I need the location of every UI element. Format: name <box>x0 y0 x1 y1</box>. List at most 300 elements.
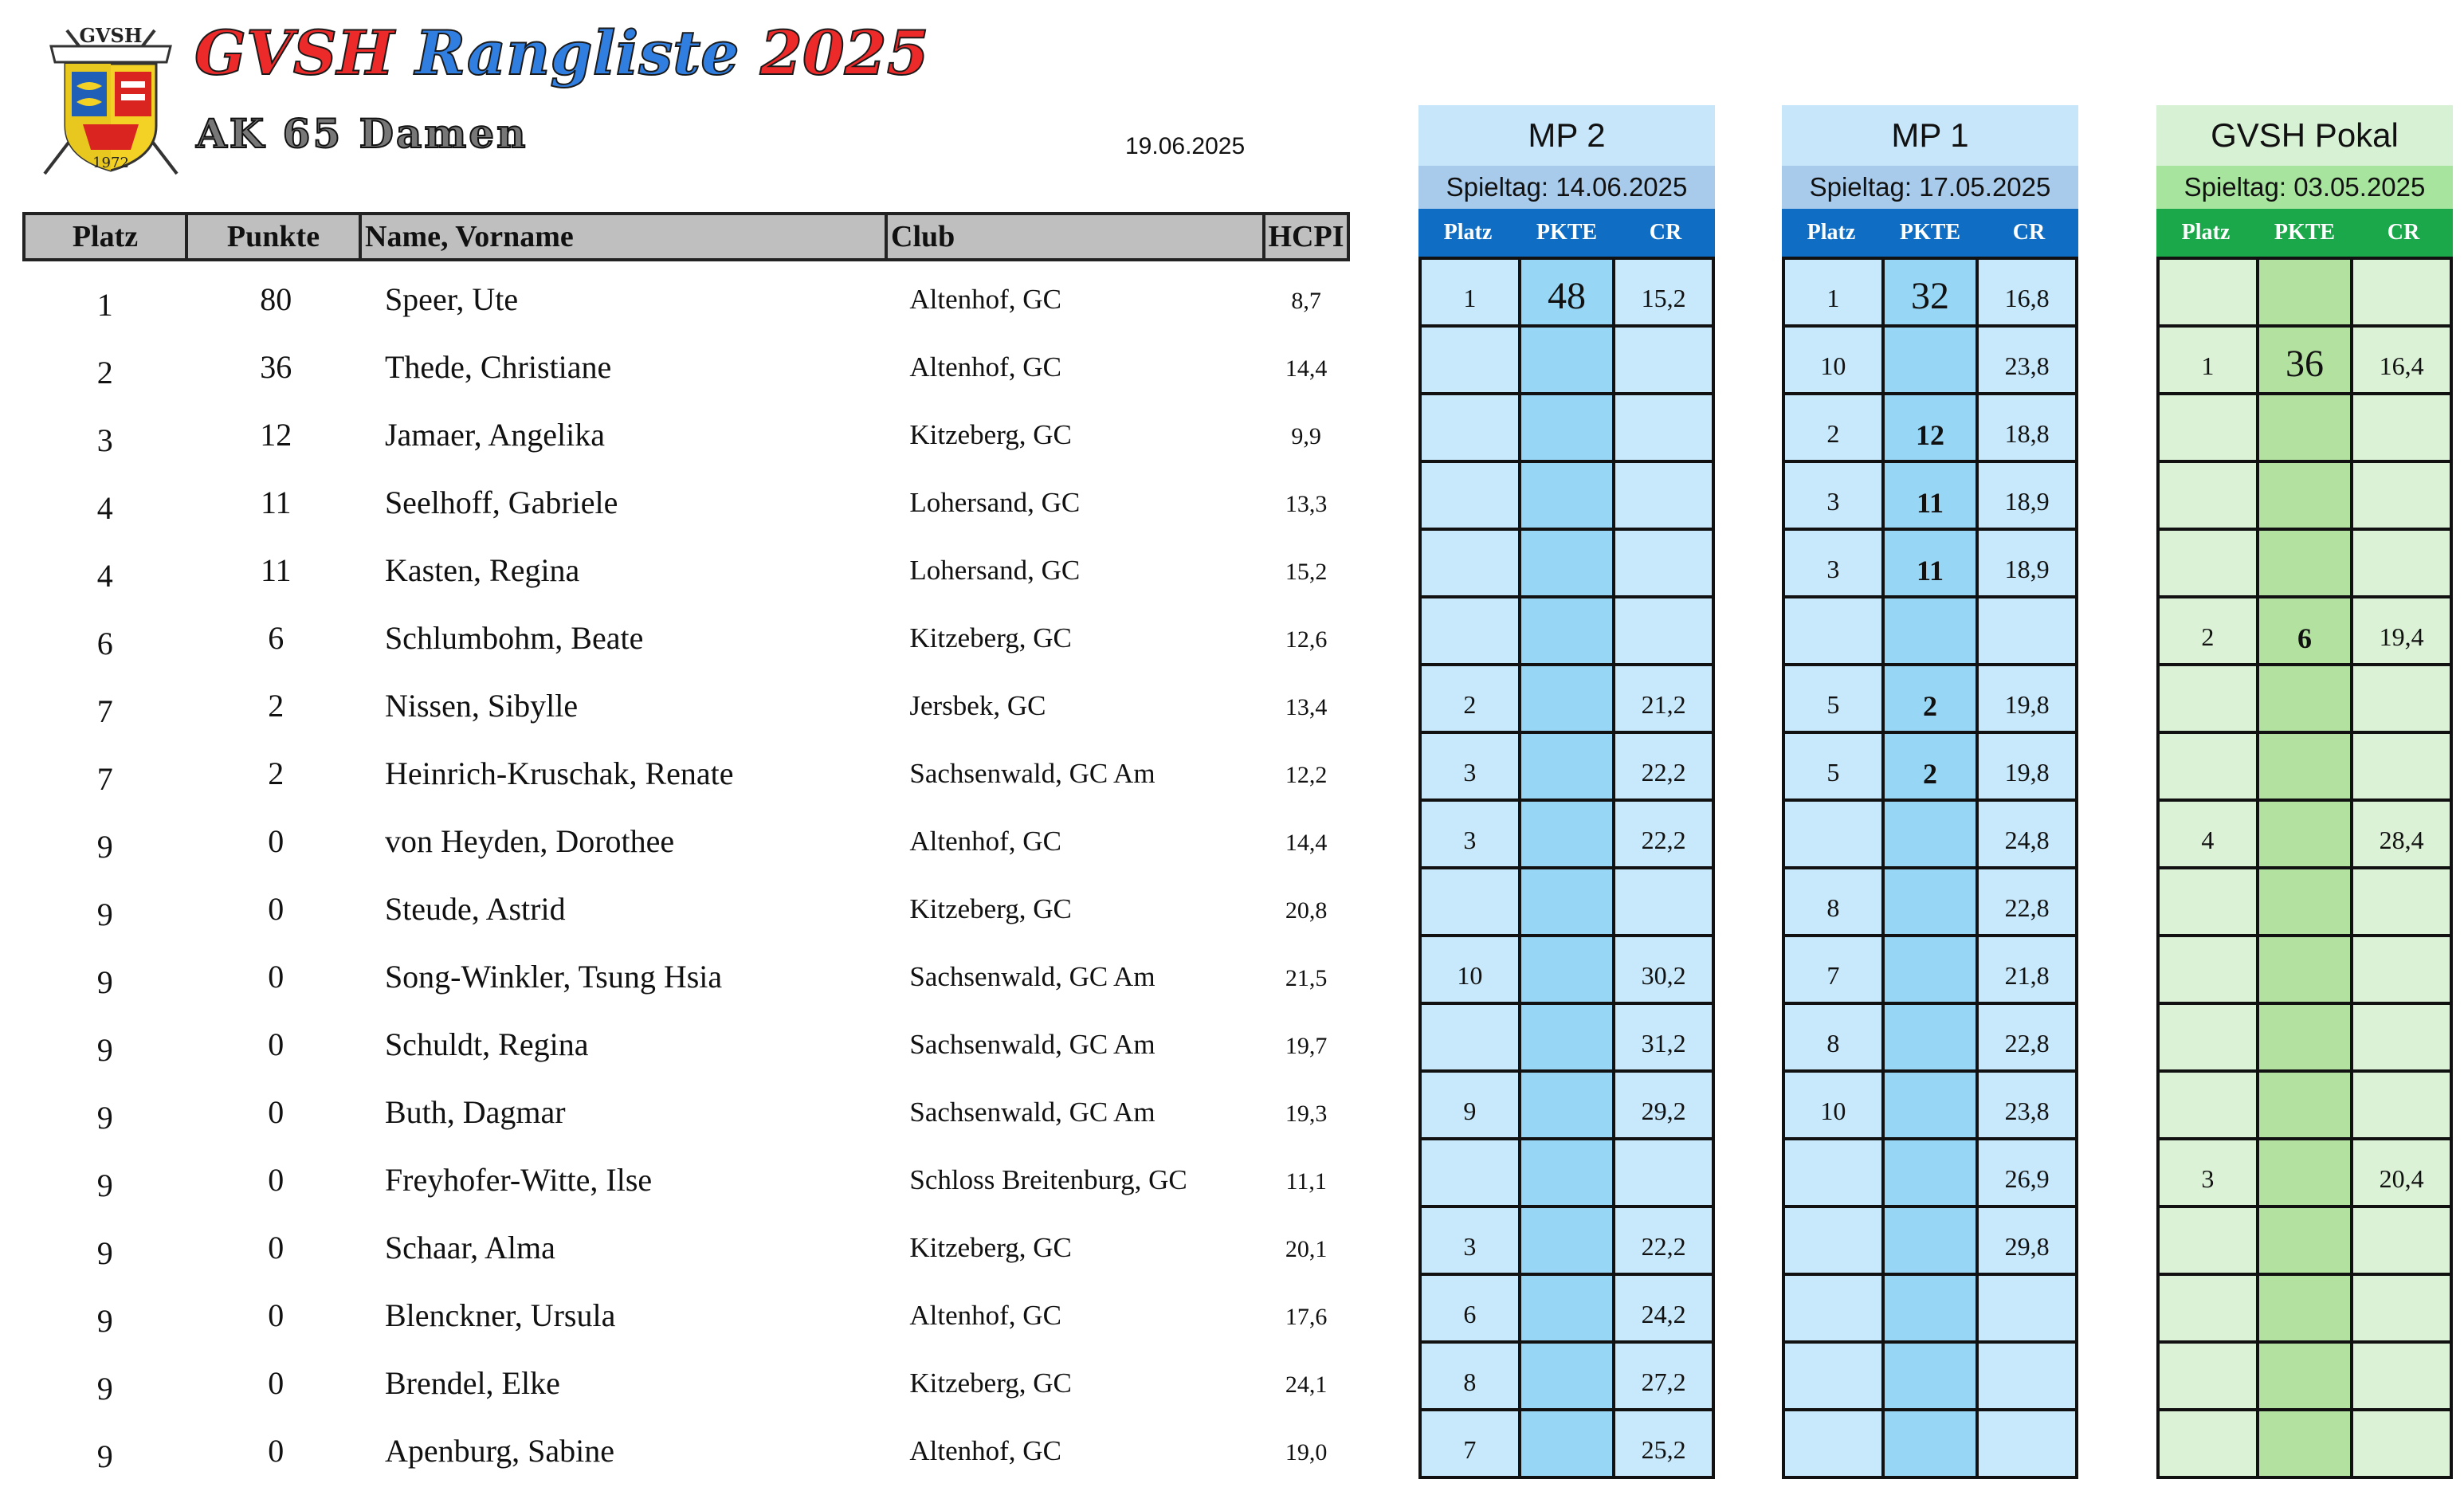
event-cell-pkte: 36 <box>2256 328 2354 392</box>
event-row <box>2160 531 2450 598</box>
event-cell-platz <box>2160 734 2256 799</box>
event-cell-cr <box>1979 1411 2075 1476</box>
event-cell-platz: 10 <box>1457 961 1483 990</box>
event-row <box>2160 260 2450 328</box>
event-cell-platz <box>2160 463 2256 528</box>
cell-platz: 4 <box>96 490 113 526</box>
cell-club: Kitzeberg, GC <box>909 1232 1072 1263</box>
event-mp1 <box>1782 105 2078 1479</box>
table-row <box>22 532 1350 600</box>
event-row <box>1785 1073 2075 1140</box>
cell-punkte: 0 <box>268 823 284 859</box>
event-col-platz: Platz <box>2181 220 2231 245</box>
event-row <box>2160 734 2450 802</box>
cell-hcpi: 19,7 <box>1285 1033 1328 1059</box>
event-cell-pkte <box>2256 937 2354 1002</box>
event-cell-pkte <box>2256 395 2354 460</box>
event-cell-pkte <box>2256 666 2354 731</box>
report-date: 19.06.2025 <box>1125 133 1246 159</box>
event-cell-cr: 22,8 <box>2004 1029 2050 1057</box>
event-cell-pkte <box>2256 1073 2354 1137</box>
cell-punkte: 2 <box>268 755 284 791</box>
event-cell-pkte: 48 <box>1518 260 1616 324</box>
event-row <box>2160 869 2450 937</box>
event-cell-pkte <box>1881 1276 1979 1340</box>
event-cell-platz: 3 <box>2201 1164 2215 1193</box>
cell-hcpi: 9,9 <box>1291 423 1321 449</box>
cell-hcpi: 8,7 <box>1291 288 1321 314</box>
event-cell-cr: 27,2 <box>1641 1367 1686 1396</box>
event-cell-platz: 1 <box>1463 284 1477 312</box>
event-row <box>1422 1276 1712 1344</box>
event-cell-cr <box>1615 1140 1712 1205</box>
col-header-platz: Platz <box>22 212 188 261</box>
event-cell-pkte <box>2256 531 2354 595</box>
event-row <box>2160 1276 2450 1344</box>
cell-punkte: 11 <box>260 485 292 520</box>
event-cell-pkte <box>2256 1140 2354 1205</box>
event-cell-cr <box>2353 463 2450 528</box>
title-gvsh: GVSH <box>194 18 394 88</box>
event-cell-cr: 25,2 <box>1641 1435 1686 1464</box>
event-cell-cr <box>1615 531 1712 595</box>
cell-platz: 9 <box>96 897 113 932</box>
cell-name: Seelhoff, Gabriele <box>384 485 618 520</box>
cell-club: Schloss Breitenburg, GC <box>909 1164 1187 1195</box>
event-cell-cr <box>1615 395 1712 460</box>
event-cell-platz: 2 <box>1826 419 1840 448</box>
event-cell-cr <box>2353 395 2450 460</box>
event-col-cr: CR <box>1649 220 1682 245</box>
cell-name: Steude, Astrid <box>384 891 566 927</box>
col-header-name: Name, Vorname <box>359 212 888 261</box>
event-row <box>1785 1140 2075 1208</box>
cell-punkte: 0 <box>268 1230 284 1265</box>
event-cell-pkte <box>1881 1140 1979 1205</box>
event-row <box>2160 1208 2450 1276</box>
cell-hcpi: 15,2 <box>1285 559 1328 585</box>
event-cell-platz <box>1422 1140 1518 1205</box>
event-cell-cr: 22,2 <box>1641 1232 1686 1261</box>
event-row <box>2160 598 2450 666</box>
event-row <box>2160 1140 2450 1208</box>
cell-platz: 9 <box>96 1167 113 1203</box>
cell-name: Speer, Ute <box>384 281 519 317</box>
event-cell-pkte <box>1518 666 1616 731</box>
cell-club: Kitzeberg, GC <box>909 419 1072 450</box>
event-row <box>1422 598 1712 666</box>
event-cell-pkte <box>2256 1344 2354 1408</box>
event-row <box>1785 869 2075 937</box>
event-row <box>1785 734 2075 802</box>
event-cell-platz: 5 <box>1826 758 1840 787</box>
cell-name: von Heyden, Dorothee <box>384 823 675 859</box>
event-title: MP 2 <box>1418 105 1715 166</box>
page-subtitle: AK 65 Damen <box>196 110 528 157</box>
event-row <box>1785 463 2075 531</box>
event-cell-pkte <box>1518 531 1616 595</box>
cell-platz: 9 <box>96 1032 113 1068</box>
table-row <box>22 871 1350 939</box>
table-row <box>22 1345 1350 1413</box>
event-cell-cr: 15,2 <box>1641 284 1686 312</box>
event-cell-platz: 1 <box>2201 351 2215 380</box>
event-row <box>2160 463 2450 531</box>
cell-hcpi: 13,4 <box>1285 694 1328 720</box>
event-cell-cr: 16,8 <box>2004 284 2050 312</box>
event-cell-platz <box>1785 1140 1881 1205</box>
event-cell-platz <box>2160 1411 2256 1476</box>
event-cell-pkte <box>1881 869 1979 934</box>
event-cell-platz <box>1422 531 1518 595</box>
table-row <box>22 600 1350 668</box>
event-cell-platz <box>1785 1276 1881 1340</box>
event-cell-cr <box>1615 869 1712 934</box>
cell-platz: 9 <box>96 964 113 1000</box>
event-cell-platz: 3 <box>1463 826 1477 854</box>
event-cell-platz <box>2160 937 2256 1002</box>
table-row <box>22 1006 1350 1074</box>
cell-punkte: 0 <box>268 959 284 995</box>
event-cell-pkte: 2 <box>1881 734 1979 799</box>
ranking-table-body <box>22 261 1350 1481</box>
event-cell-cr <box>2353 1344 2450 1408</box>
event-column-header <box>2156 209 2453 257</box>
event-grid <box>1418 257 1715 1479</box>
event-cell-cr: 22,8 <box>2004 893 2050 922</box>
event-col-cr: CR <box>2387 220 2420 245</box>
event-cell-pkte <box>1518 463 1616 528</box>
event-column-header <box>1782 209 2078 257</box>
event-row <box>1422 1208 1712 1276</box>
event-cell-platz: 9 <box>1463 1097 1477 1125</box>
title-rangliste: Rangliste <box>415 18 740 88</box>
event-row <box>2160 1411 2450 1476</box>
event-cell-pkte <box>1518 395 1616 460</box>
event-date: Spieltag: 17.05.2025 <box>1782 166 2078 209</box>
cell-club: Kitzeberg, GC <box>909 622 1072 653</box>
col-header-punkte: Punkte <box>185 212 362 261</box>
event-cell-platz <box>1422 598 1518 663</box>
cell-punkte: 11 <box>260 552 292 588</box>
cell-name: Kasten, Regina <box>384 552 580 588</box>
table-row <box>22 397 1350 465</box>
cell-platz: 7 <box>96 693 113 729</box>
event-row <box>1785 1411 2075 1476</box>
event-row <box>2160 1344 2450 1411</box>
cell-club: Jersbek, GC <box>909 690 1046 721</box>
event-row <box>1785 1005 2075 1073</box>
event-cell-cr <box>2353 869 2450 934</box>
event-cell-cr: 29,2 <box>1641 1097 1686 1125</box>
table-row <box>22 261 1350 329</box>
event-cell-cr <box>1979 1276 2075 1340</box>
event-cell-platz: 10 <box>1820 1097 1846 1125</box>
event-cell-cr: 29,8 <box>2004 1232 2050 1261</box>
event-cell-cr <box>1615 598 1712 663</box>
event-cell-platz: 8 <box>1826 1029 1840 1057</box>
cell-hcpi: 24,1 <box>1285 1371 1328 1398</box>
table-row <box>22 465 1350 532</box>
event-cell-pkte: 11 <box>1881 531 1979 595</box>
event-cell-platz <box>1785 1411 1881 1476</box>
cell-name: Freyhofer-Witte, Ilse <box>384 1162 653 1198</box>
table-row <box>22 1413 1350 1481</box>
table-row <box>22 736 1350 803</box>
event-cell-pkte <box>2256 1411 2354 1476</box>
event-title: MP 1 <box>1782 105 2078 166</box>
event-cell-pkte: 11 <box>1881 463 1979 528</box>
cell-punkte: 36 <box>260 349 292 385</box>
event-row <box>1785 1208 2075 1276</box>
cell-name: Apenburg, Sabine <box>384 1433 615 1469</box>
cell-name: Brendel, Elke <box>384 1365 560 1401</box>
cell-hcpi: 14,4 <box>1285 830 1328 856</box>
event-cell-cr: 24,8 <box>2004 826 2050 854</box>
event-cell-platz <box>1785 1344 1881 1408</box>
event-cell-cr <box>1615 328 1712 392</box>
event-cell-cr <box>2353 1208 2450 1273</box>
event-cell-pkte <box>1881 802 1979 866</box>
event-cell-platz: 8 <box>1463 1367 1477 1396</box>
event-cell-pkte <box>1518 1344 1616 1408</box>
event-cell-platz: 10 <box>1820 351 1846 380</box>
event-cell-cr: 19,8 <box>2004 690 2050 719</box>
cell-platz: 9 <box>96 1438 113 1474</box>
event-cell-pkte <box>2256 802 2354 866</box>
event-cell-cr <box>2353 531 2450 595</box>
event-gvsh-pokal <box>2156 105 2453 1479</box>
table-row <box>22 939 1350 1006</box>
event-row <box>1422 937 1712 1005</box>
cell-name: Thede, Christiane <box>384 349 612 385</box>
event-cell-platz: 2 <box>2201 622 2215 651</box>
event-cell-cr <box>2353 937 2450 1002</box>
cell-platz: 2 <box>96 355 113 390</box>
cell-hcpi: 13,3 <box>1285 491 1328 517</box>
event-cell-pkte: 12 <box>1881 395 1979 460</box>
cell-club: Sachsenwald, GC Am <box>909 961 1155 992</box>
event-col-cr: CR <box>2012 220 2046 245</box>
table-row <box>22 668 1350 736</box>
event-cell-pkte <box>1881 1411 1979 1476</box>
event-cell-platz: 1 <box>1826 284 1840 312</box>
event-row <box>1422 1073 1712 1140</box>
event-cell-platz: 3 <box>1463 1232 1477 1261</box>
event-cell-pkte <box>1518 802 1616 866</box>
cell-hcpi: 19,0 <box>1285 1439 1328 1466</box>
event-cell-cr: 19,8 <box>2004 758 2050 787</box>
cell-platz: 9 <box>96 1235 113 1271</box>
cell-punkte: 0 <box>268 891 284 927</box>
event-cell-platz <box>1422 328 1518 392</box>
cell-punkte: 0 <box>268 1094 284 1130</box>
event-cell-pkte <box>1518 1208 1616 1273</box>
event-cell-platz <box>2160 1005 2256 1069</box>
event-cell-pkte <box>1518 937 1616 1002</box>
event-date: Spieltag: 14.06.2025 <box>1418 166 1715 209</box>
event-cell-platz <box>2160 1344 2256 1408</box>
cell-platz: 9 <box>96 829 113 865</box>
table-row <box>22 1074 1350 1142</box>
event-cell-pkte: 32 <box>1881 260 1979 324</box>
event-cell-platz <box>2160 1276 2256 1340</box>
cell-platz: 9 <box>96 1100 113 1136</box>
event-cell-pkte <box>2256 260 2354 324</box>
event-cell-pkte <box>2256 1276 2354 1340</box>
event-cell-pkte <box>1881 328 1979 392</box>
event-cell-cr: 22,2 <box>1641 826 1686 854</box>
event-cell-pkte <box>1518 598 1616 663</box>
event-row <box>1422 1005 1712 1073</box>
event-cell-cr <box>1979 598 2075 663</box>
event-row <box>1422 1411 1712 1476</box>
event-cell-cr: 23,8 <box>2004 1097 2050 1125</box>
event-row <box>2160 666 2450 734</box>
event-cell-pkte <box>1518 1140 1616 1205</box>
event-row <box>1422 1344 1712 1411</box>
col-header-hcpi: HCPI <box>1262 212 1350 261</box>
col-header-club: Club <box>885 212 1265 261</box>
event-row <box>2160 1005 2450 1073</box>
cell-punkte: 0 <box>268 1162 284 1198</box>
event-row <box>1785 531 2075 598</box>
cell-name: Schuldt, Regina <box>384 1026 589 1062</box>
cell-punkte: 0 <box>268 1433 284 1469</box>
event-cell-pkte <box>2256 869 2354 934</box>
cell-punkte: 80 <box>260 281 292 317</box>
cell-hcpi: 12,2 <box>1285 762 1328 788</box>
event-cell-platz: 2 <box>1463 690 1477 719</box>
event-cell-cr: 18,9 <box>2004 555 2050 583</box>
event-cell-platz: 4 <box>2201 826 2215 854</box>
cell-club: Altenhof, GC <box>909 351 1061 383</box>
table-row <box>22 1277 1350 1345</box>
event-cell-cr <box>1979 1344 2075 1408</box>
page-title <box>194 18 929 89</box>
event-cell-pkte <box>1518 1005 1616 1069</box>
event-cell-platz: 3 <box>1826 487 1840 516</box>
cell-hcpi: 21,5 <box>1285 965 1328 991</box>
event-row <box>1785 1276 2075 1344</box>
cell-club: Lohersand, GC <box>909 487 1081 518</box>
event-cell-pkte <box>1518 1073 1616 1137</box>
event-row <box>1785 395 2075 463</box>
event-cell-cr: 30,2 <box>1641 961 1686 990</box>
cell-punkte: 0 <box>268 1365 284 1401</box>
event-row <box>2160 937 2450 1005</box>
event-column-header <box>1418 209 1715 257</box>
title-year: 2025 <box>760 18 929 88</box>
event-cell-cr: 31,2 <box>1641 1029 1686 1057</box>
event-cell-platz <box>2160 869 2256 934</box>
cell-platz: 9 <box>96 1371 113 1407</box>
event-cell-pkte <box>1518 328 1616 392</box>
event-cell-platz <box>2160 1073 2256 1137</box>
event-cell-cr: 24,2 <box>1641 1300 1686 1328</box>
cell-club: Kitzeberg, GC <box>909 1367 1072 1399</box>
event-cell-platz <box>1422 395 1518 460</box>
event-cell-platz <box>1785 598 1881 663</box>
event-row <box>2160 802 2450 869</box>
cell-platz: 9 <box>96 1303 113 1339</box>
cell-name: Heinrich-Kruschak, Renate <box>384 755 734 791</box>
cell-hcpi: 19,3 <box>1285 1101 1328 1127</box>
event-cell-platz <box>1422 463 1518 528</box>
event-cell-platz <box>2160 395 2256 460</box>
cell-name: Blenckner, Ursula <box>384 1297 616 1333</box>
cell-platz: 3 <box>96 422 113 458</box>
event-cell-cr: 22,2 <box>1641 758 1686 787</box>
event-row <box>2160 1073 2450 1140</box>
svg-text:GVSH: GVSH <box>79 24 143 47</box>
event-cell-cr: 18,8 <box>2004 419 2050 448</box>
event-cell-pkte <box>1881 1344 1979 1408</box>
cell-club: Altenhof, GC <box>909 284 1061 315</box>
event-row <box>1785 260 2075 328</box>
event-cell-pkte <box>1518 869 1616 934</box>
event-row <box>1785 328 2075 395</box>
event-cell-cr <box>1615 463 1712 528</box>
cell-club: Sachsenwald, GC Am <box>909 1029 1155 1060</box>
event-date: Spieltag: 03.05.2025 <box>2156 166 2453 209</box>
cell-club: Altenhof, GC <box>909 1300 1061 1331</box>
event-row <box>1422 395 1712 463</box>
cell-club: Altenhof, GC <box>909 826 1061 857</box>
event-cell-platz <box>1422 869 1518 934</box>
event-row <box>1422 1140 1712 1208</box>
event-cell-pkte <box>1518 1276 1616 1340</box>
event-mp2 <box>1418 105 1715 1479</box>
event-cell-cr: 19,4 <box>2379 622 2424 651</box>
cell-platz: 4 <box>96 558 113 594</box>
event-row <box>1422 666 1712 734</box>
table-row <box>22 329 1350 397</box>
cell-platz: 6 <box>96 626 113 661</box>
table-row <box>22 1210 1350 1277</box>
event-cell-pkte <box>1881 1073 1979 1137</box>
event-cell-platz <box>2160 531 2256 595</box>
event-cell-platz: 5 <box>1826 690 1840 719</box>
event-cell-cr: 26,9 <box>2004 1164 2050 1193</box>
event-row <box>1422 869 1712 937</box>
event-cell-platz: 7 <box>1463 1435 1477 1464</box>
cell-name: Nissen, Sibylle <box>384 688 579 724</box>
event-cell-platz: 8 <box>1826 893 1840 922</box>
event-cell-pkte: 2 <box>1881 666 1979 731</box>
event-cell-cr <box>2353 1411 2450 1476</box>
event-cell-cr <box>2353 666 2450 731</box>
event-grid <box>1782 257 2078 1479</box>
event-cell-pkte <box>1518 734 1616 799</box>
event-cell-cr: 21,2 <box>1641 690 1686 719</box>
event-cell-cr: 16,4 <box>2379 351 2424 380</box>
cell-hcpi: 11,1 <box>1285 1168 1327 1195</box>
event-cell-cr <box>2353 1005 2450 1069</box>
event-title: GVSH Pokal <box>2156 105 2453 166</box>
event-row <box>1785 937 2075 1005</box>
event-row <box>2160 395 2450 463</box>
event-row <box>1785 802 2075 869</box>
event-cell-pkte <box>2256 734 2354 799</box>
event-row <box>1422 531 1712 598</box>
cell-platz: 1 <box>96 287 113 323</box>
event-cell-pkte <box>2256 463 2354 528</box>
cell-hcpi: 17,6 <box>1285 1304 1328 1330</box>
cell-club: Altenhof, GC <box>909 1435 1061 1466</box>
table-row <box>22 1142 1350 1210</box>
event-cell-cr: 23,8 <box>2004 351 2050 380</box>
